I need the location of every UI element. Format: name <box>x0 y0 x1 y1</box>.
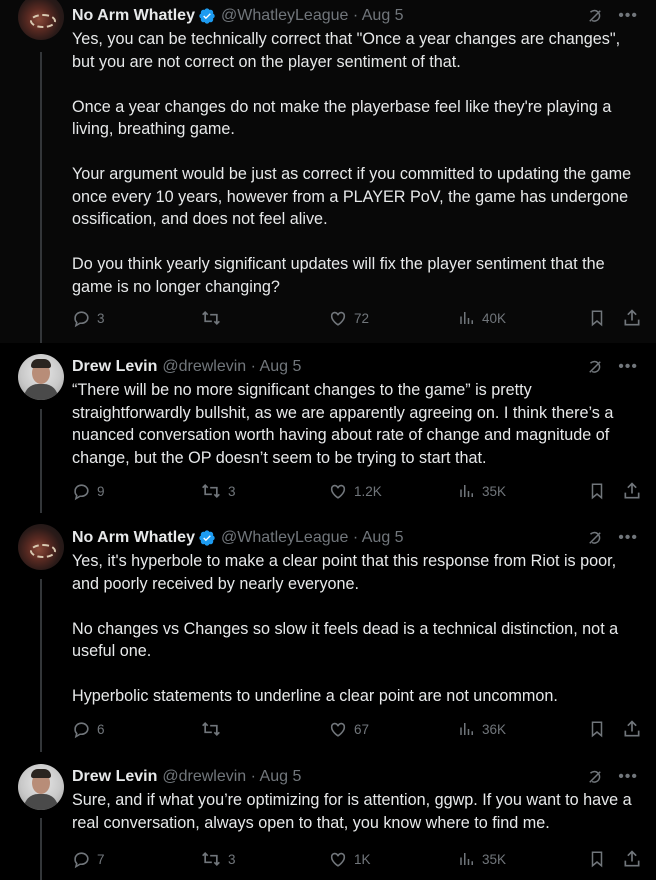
reply-icon <box>72 309 91 328</box>
verified-badge-icon <box>198 7 216 25</box>
share-button[interactable] <box>622 719 642 739</box>
tweet[interactable] <box>0 0 656 343</box>
grok-icon[interactable] <box>586 7 604 25</box>
author-name[interactable]: Drew Levin <box>72 358 158 375</box>
grok-icon[interactable] <box>586 358 604 376</box>
retweet-icon <box>200 308 222 328</box>
avatar[interactable] <box>18 764 64 810</box>
share-button[interactable] <box>622 481 642 501</box>
like-button[interactable] <box>328 309 458 328</box>
views-count: 35K <box>482 851 507 867</box>
author-name[interactable]: No Arm Whatley <box>72 7 195 24</box>
heart-icon <box>328 482 348 501</box>
bookmark-button[interactable] <box>588 308 622 328</box>
views-count: 36K <box>482 721 507 737</box>
views-icon <box>458 482 476 500</box>
share-button[interactable] <box>622 849 642 869</box>
author-handle-date[interactable]: @drewlevin · Aug 5 <box>162 768 302 785</box>
share-icon <box>622 849 642 869</box>
views-icon <box>458 850 476 868</box>
share-button[interactable] <box>622 308 642 328</box>
views-icon <box>458 720 476 738</box>
bookmark-icon <box>588 849 606 869</box>
reply-icon <box>72 482 91 501</box>
author-name[interactable]: Drew Levin <box>72 768 158 785</box>
reply-button[interactable] <box>72 720 200 739</box>
like-count: 67 <box>354 721 370 737</box>
heart-icon <box>328 309 348 328</box>
share-icon <box>622 481 642 501</box>
views-button[interactable] <box>458 850 588 868</box>
like-button[interactable] <box>328 850 458 869</box>
views-button[interactable] <box>458 720 588 738</box>
tweet[interactable] <box>0 513 656 752</box>
reply-count: 3 <box>97 310 105 326</box>
retweet-button[interactable] <box>200 481 328 501</box>
retweet-icon <box>200 849 222 869</box>
like-count: 1K <box>354 851 371 867</box>
grok-icon[interactable] <box>586 768 604 786</box>
more-options-icon[interactable]: ••• <box>618 529 638 546</box>
verified-badge-icon <box>198 529 216 547</box>
tweet-text: “There will be no more significant changes to the game” is pretty straightforwardly bullshit, as we are apparently agreeing on. I think there’s a nuanced conversation worth having about rate of change and magnitude of change, but the OP doesn’t seem to be trying to start that. <box>72 381 614 467</box>
bookmark-button[interactable] <box>588 849 622 869</box>
more-options-icon[interactable]: ••• <box>618 768 638 785</box>
thread-line <box>40 818 42 880</box>
views-icon <box>458 309 476 327</box>
retweet-button[interactable] <box>200 308 328 328</box>
heart-icon <box>328 850 348 869</box>
avatar[interactable] <box>18 524 64 570</box>
author-handle-date[interactable]: @drewlevin · Aug 5 <box>162 358 302 375</box>
like-count: 1.2K <box>354 483 382 499</box>
like-button[interactable] <box>328 482 458 501</box>
bookmark-button[interactable] <box>588 719 622 739</box>
tweet[interactable] <box>0 752 656 880</box>
author-handle-date[interactable]: @WhatleyLeague · Aug 5 <box>220 529 404 546</box>
retweet-count: 3 <box>228 483 236 499</box>
more-options-icon[interactable]: ••• <box>618 358 638 375</box>
views-count: 35K <box>482 483 507 499</box>
reply-count: 9 <box>97 483 105 499</box>
tweet-text: Yes, it's hyperbole to make a clear point that this response from Riot is poor, and poorly received by nearly everyone. No changes vs Changes so slow it feels dead is a technical distinction, not a useful one. Hyperbolic statements to underline a clear point are not uncommon. <box>72 552 619 705</box>
bookmark-icon <box>588 308 606 328</box>
like-button[interactable] <box>328 720 458 739</box>
retweet-button[interactable] <box>200 719 328 739</box>
thread-line <box>40 579 42 752</box>
retweet-count: 3 <box>228 851 236 867</box>
reply-count: 7 <box>97 851 105 867</box>
retweet-button[interactable] <box>200 849 328 869</box>
grok-icon[interactable] <box>586 529 604 547</box>
more-options-icon[interactable]: ••• <box>618 7 638 24</box>
reply-icon <box>72 720 91 739</box>
share-icon <box>622 308 642 328</box>
avatar[interactable] <box>18 354 64 400</box>
tweet-text: Yes, you can be technically correct that "Once a year changes are changes", but you are not correct on the player sentiment of that. Once a year changes do not make the playerbase feel like they're playing a living, breathing game. Your argument would be just as correct if you committed to updating the game once every 10 years, however from a PLAYER PoV, the game has undergone ossification, and does not feel alive. Do you think yearly significant updates will fix the player sentiment that the game is no longer changing? <box>72 30 632 296</box>
reply-count: 6 <box>97 721 105 737</box>
bookmark-button[interactable] <box>588 481 622 501</box>
views-button[interactable] <box>458 309 588 327</box>
share-icon <box>622 719 642 739</box>
reply-button[interactable] <box>72 482 200 501</box>
author-name[interactable]: No Arm Whatley <box>72 529 195 546</box>
tweet-text: Sure, and if what you’re optimizing for is attention, ggwp. If you want to have a real conversation, always open to that, you know where to find me. <box>72 791 632 832</box>
reply-button[interactable] <box>72 309 200 328</box>
bookmark-icon <box>588 719 606 739</box>
reply-button[interactable] <box>72 850 200 869</box>
heart-icon <box>328 720 348 739</box>
views-button[interactable] <box>458 482 588 500</box>
like-count: 72 <box>354 310 370 326</box>
avatar[interactable] <box>18 0 64 40</box>
tweet[interactable] <box>0 343 656 513</box>
author-handle-date[interactable]: @WhatleyLeague · Aug 5 <box>220 7 404 24</box>
bookmark-icon <box>588 481 606 501</box>
reply-icon <box>72 850 91 869</box>
views-count: 40K <box>482 310 507 326</box>
retweet-icon <box>200 481 222 501</box>
thread-line <box>40 409 42 513</box>
retweet-icon <box>200 719 222 739</box>
thread-line <box>40 52 42 343</box>
